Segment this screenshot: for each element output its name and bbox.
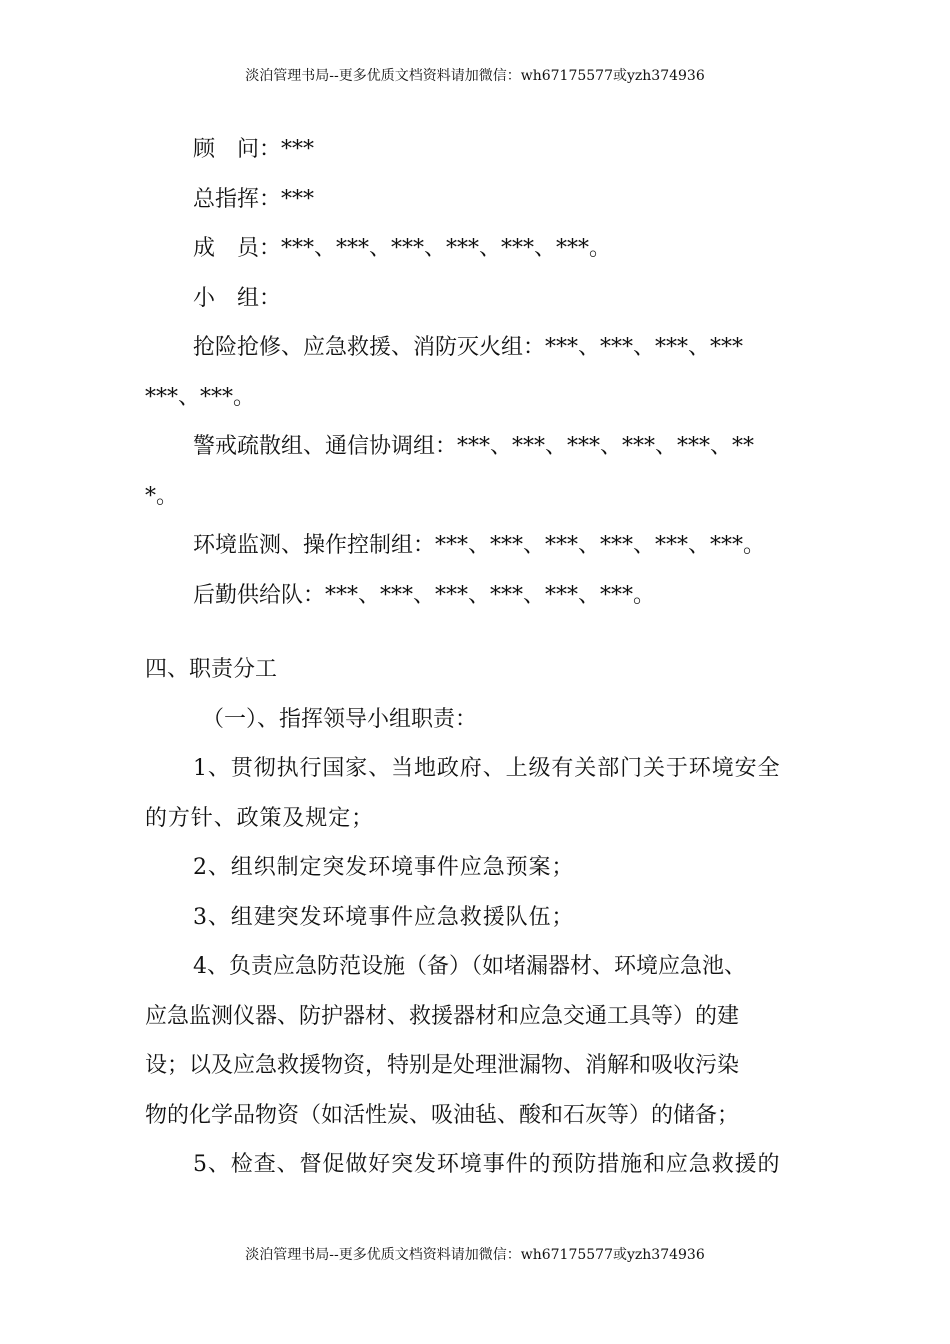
members-line: 成 员：***、***、***、***、***、***。 bbox=[193, 236, 612, 261]
commander-line: 总指挥：*** bbox=[193, 186, 315, 212]
groups-heading: 小 组： bbox=[193, 285, 282, 311]
page-footer: 淡泊管理书局--更多优质文档资料请加微信：wh67175577或yzh374936 bbox=[245, 1247, 705, 1263]
duty-item-4-cont-3: 物的化学品物资（如活性炭、吸油毡、酸和石灰等）的储备； bbox=[145, 1102, 740, 1128]
advisor-line: 顾 问：*** bbox=[193, 137, 315, 162]
duty-item-1-cont: 的方针、政策及规定； bbox=[145, 805, 375, 831]
duty-item-4: 4、负责应急防范设施（备）（如堵漏器材、环境应急池、 bbox=[193, 954, 746, 979]
rescue-group-line-cont: ***、***。 bbox=[145, 384, 256, 410]
document-body bbox=[145, 125, 810, 1190]
duty-item-3: 3、组建突发环境事件应急救援队伍； bbox=[193, 904, 575, 930]
monitoring-group-line: 环境监测、操作控制组：***、***、***、***、***、***。 bbox=[193, 533, 766, 558]
section-spacer bbox=[145, 620, 810, 645]
evacuation-group-line-cont: *。 bbox=[145, 483, 179, 509]
duty-item-4-cont-1: 应急监测仪器、防护器材、救援器材和应急交通工具等）的建 bbox=[145, 1003, 740, 1029]
section-subtitle: （一）、指挥领导小组职责： bbox=[202, 706, 478, 732]
logistics-team-line: 后勤供给队：***、***、***、***、***、***。 bbox=[193, 582, 656, 608]
page-header: 淡泊管理书局--更多优质文档资料请加微信：wh67175577或yzh374936 bbox=[245, 68, 705, 84]
duty-item-1: 1、贯彻执行国家、当地政府、上级有关部门关于环境安全 bbox=[193, 756, 781, 781]
evacuation-group-line: 警戒疏散组、通信协调组：***、***、***、***、***、** bbox=[193, 434, 755, 459]
rescue-group-line: 抢险抢修、应急救援、消防灭火组：***、***、***、*** bbox=[193, 335, 744, 360]
section-title: 四、职责分工 bbox=[145, 657, 278, 682]
duty-item-5: 5、检查、督促做好突发环境事件的预防措施和应急救援的 bbox=[193, 1152, 781, 1177]
duty-item-4-cont-2: 设；以及应急救援物资，特别是处理泄漏物、消解和吸收污染 bbox=[145, 1053, 740, 1078]
duty-item-2: 2、组织制定突发环境事件应急预案； bbox=[193, 855, 575, 880]
